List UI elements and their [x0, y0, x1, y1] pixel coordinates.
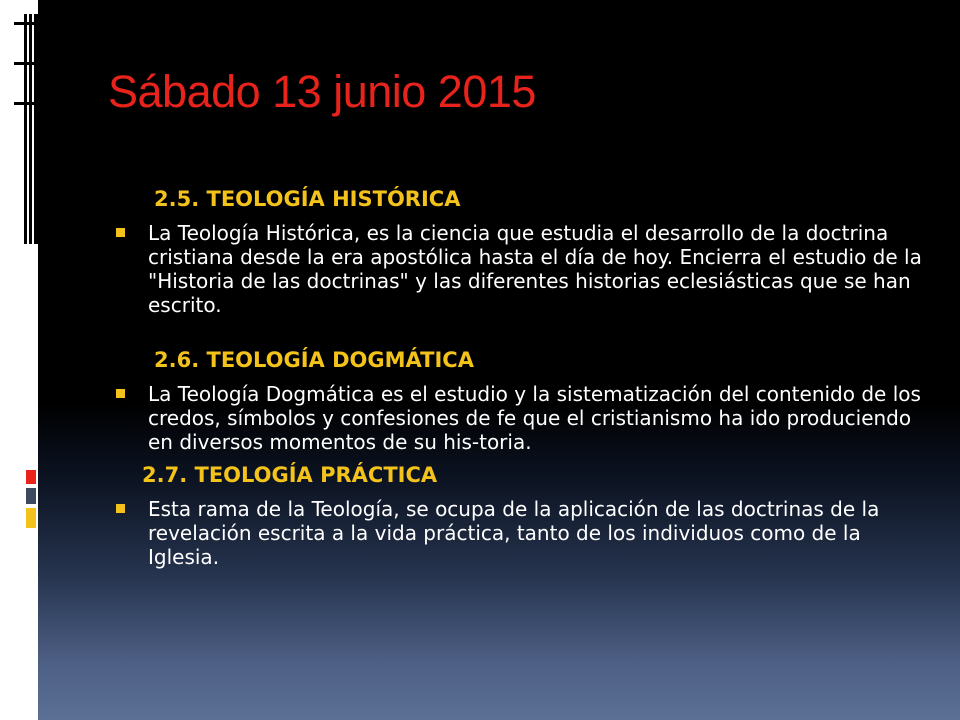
slide-content — [106, 186, 926, 569]
square-bullet-icon — [116, 389, 125, 398]
decorative-bars-graphic — [0, 0, 60, 720]
section-heading: 2.6. TEOLOGÍA DOGMÁTICA — [154, 348, 474, 372]
deco-tick-2 — [14, 62, 38, 65]
section-teologia-dogmatica — [106, 347, 926, 454]
section-paragraph — [106, 221, 938, 317]
section-heading: 2.7. TEOLOGÍA PRÁCTICA — [142, 463, 438, 487]
deco-dark-block — [26, 488, 36, 504]
section-heading: 2.5. TEOLOGÍA HISTÓRICA — [154, 187, 461, 211]
square-bullet-icon — [116, 504, 125, 513]
section-paragraph — [106, 382, 938, 454]
deco-bar-3 — [34, 14, 38, 244]
section-teologia-practica — [106, 462, 926, 569]
deco-bar-2 — [29, 14, 32, 244]
deco-yellow-block — [26, 508, 36, 528]
deco-tick-3 — [14, 102, 38, 105]
deco-red-block — [26, 470, 36, 484]
square-bullet-icon — [116, 228, 125, 237]
deco-tick-1 — [14, 22, 38, 25]
section-paragraph — [106, 497, 938, 569]
paragraph-text: La Teología Histórica, es la ciencia que estudia el desarrollo de la doctrina cristiana desde la era apostólica hasta el día de hoy. Encierra el estudio de la "Historia de las doctrinas" y las diferentes historias eclesiásticas que se han escrito. — [148, 221, 922, 317]
deco-bar-1 — [24, 14, 27, 244]
paragraph-text: La Teología Dogmática es el estudio y la sistematización del contenido de los credos, símbolos y confesiones de fe que el cristianismo ha ido produciendo en diversos momentos de su his-toria. — [148, 382, 921, 454]
section-teologia-historica — [106, 186, 926, 317]
paragraph-text: Esta rama de la Teología, se ocupa de la aplicación de las doctrinas de la revelación escrita a la vida práctica, tanto de los individuos como de la Iglesia. — [148, 497, 880, 569]
slide-title: Sábado 13 junio 2015 — [108, 66, 536, 117]
